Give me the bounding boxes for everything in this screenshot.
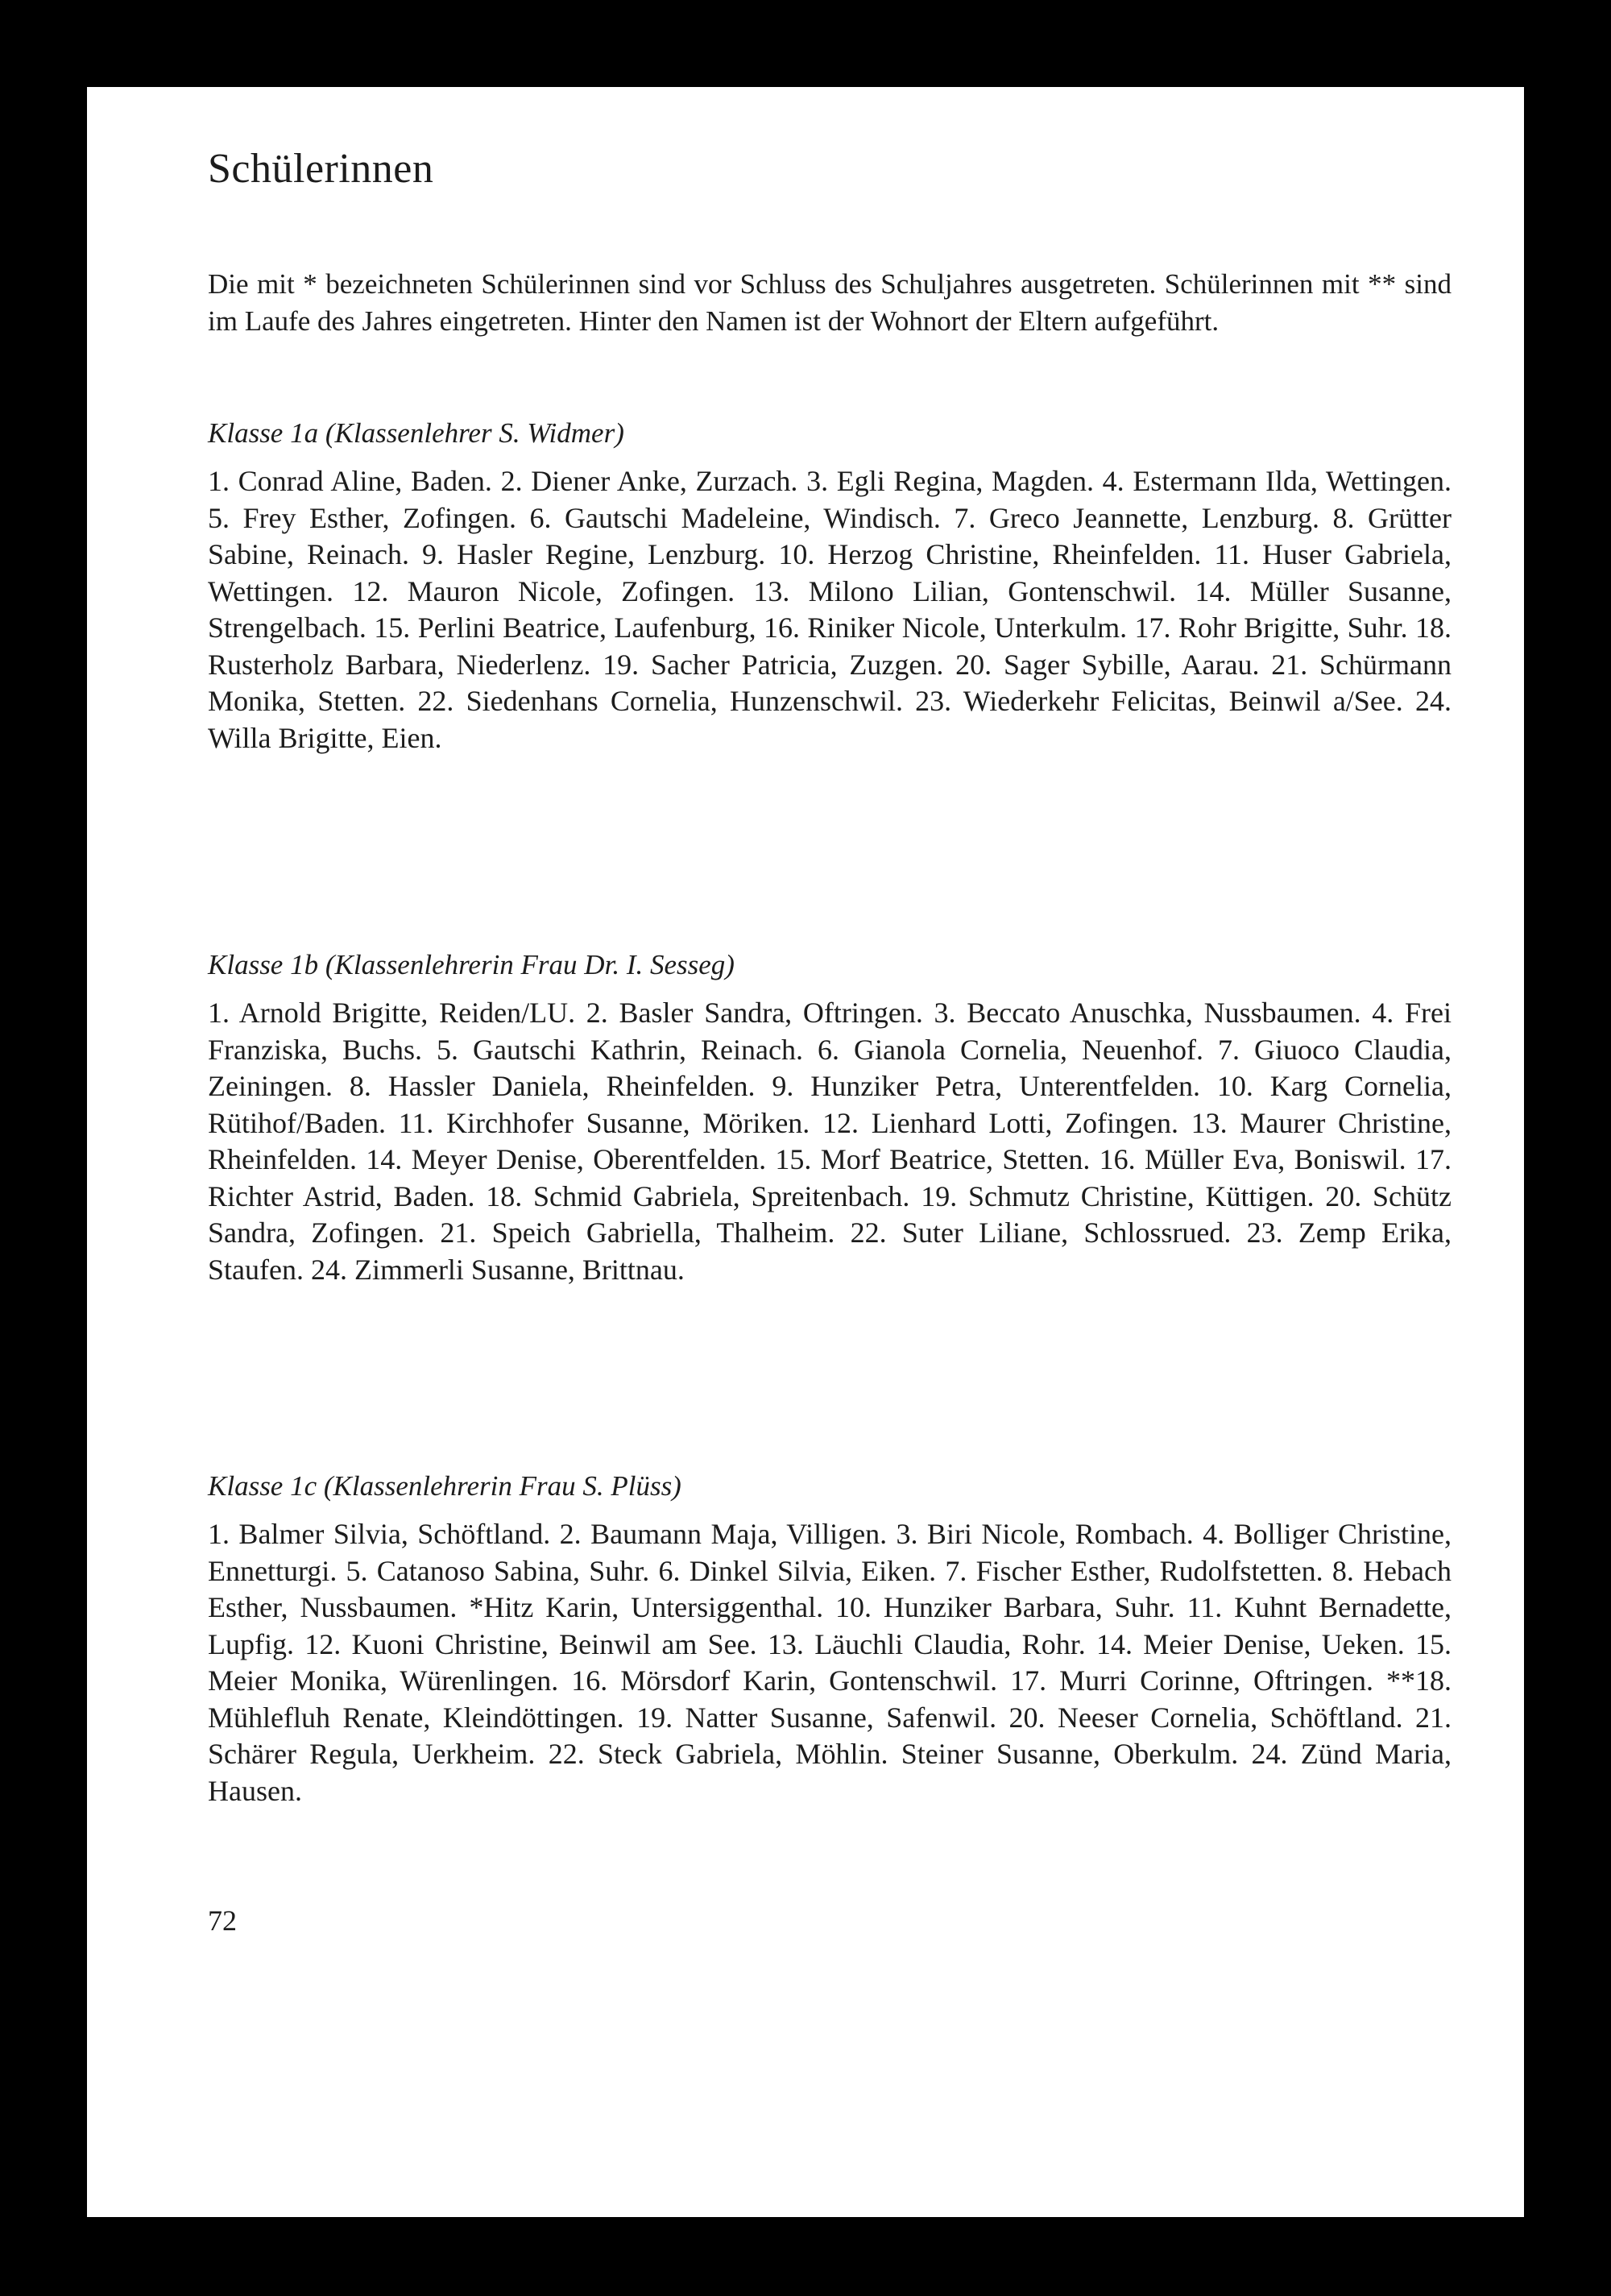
page-title: Schülerinnen (208, 146, 434, 192)
page-number: 72 (208, 1904, 237, 1937)
intro-paragraph: Die mit * bezeichneten Schülerinnen sind vor Schluss des Schuljahres ausgetreten. Schülerinnen mit ** sind im Laufe des Jahres eingetreten. Hinter den Namen ist der Wohnort der Eltern aufgeführt. (208, 268, 1452, 337)
class-1a-heading: Klasse 1a (Klassenlehrer S. Widmer) (208, 417, 624, 449)
class-1c-heading: Klasse 1c (Klassenlehrerin Frau S. Plüss) (208, 1470, 681, 1502)
class-1b-student-list: 1. Arnold Brigitte, Reiden/LU. 2. Basler Sandra, Oftringen. 3. Beccato Anuschka, Nussbaumen. 4. Frei Franziska, Buchs. 5. Gautschi Kathrin, Reinach. 6. Gianola Cornelia, Neuenhof. 7. Giuoco Claudia, Zeiningen. 8. Hassler Daniela, Rheinfelden. 9. Hunziker Petra, Unterentfelden. 10. Karg Cornelia, Rütihof/Baden. 11. Kirchhofer Susanne, Möriken. 12. Lienhard Lotti, Zofingen. 13. Maurer Christine, Rheinfelden. 14. Meyer Denise, Oberentfelden. 15. Morf Beatrice, Stetten. 16. Müller Eva, Boniswil. 17. Richter Astrid, Baden. 18. Schmid Gabriela, Spreitenbach. 19. Schmutz Christine, Küttigen. 20. Schütz Sandra, Zofingen. 21. Speich Gabriella, Thalheim. 22. Suter Liliane, Schlossrued. 23. Zemp Erika, Staufen. 24. Zimmerli Susanne, Brittnau. (208, 997, 1452, 1286)
class-1c-student-list: 1. Balmer Silvia, Schöftland. 2. Baumann Maja, Villigen. 3. Biri Nicole, Rombach. 4. Bolliger Christine, Ennetturgi. 5. Catanoso Sabina, Suhr. 6. Dinkel Silvia, Eiken. 7. Fischer Esther, Rudolfstetten. 8. Hebach Esther, Nussbaumen. *Hitz Karin, Untersiggenthal. 10. Hunziker Barbara, Suhr. 11. Kuhnt Bernadette, Lupfig. 12. Kuoni Christine, Beinwil am See. 13. Läuchli Claudia, Rohr. 14. Meier Denise, Ueken. 15. Meier Monika, Würenlingen. 16. Mörsdorf Karin, Gontenschwil. 17. Murri Corinne, Oftringen. **18. Mühlefluh Renate, Kleindöttingen. 19. Natter Susanne, Safenwil. 20. Neeser Cornelia, Schöftland. 21. Schärer Regula, Uerkheim. 22. Steck Gabriela, Möhlin. Steiner Susanne, Oberkulm. 24. Zünd Maria, Hausen. (208, 1518, 1452, 1807)
class-1b-heading: Klasse 1b (Klassenlehrerin Frau Dr. I. Sesseg) (208, 949, 735, 980)
class-1a-student-list: 1. Conrad Aline, Baden. 2. Diener Anke, Zurzach. 3. Egli Regina, Magden. 4. Estermann Ilda, Wettingen. 5. Frey Esther, Zofingen. 6. Gautschi Madeleine, Windisch. 7. Greco Jeannette, Lenzburg. 8. Grütter Sabine, Reinach. 9. Hasler Regine, Lenzburg. 10. Herzog Christine, Rheinfelden. 11. Huser Gabriela, Wettingen. 12. Mauron Nicole, Zofingen. 13. Milono Lilian, Gontenschwil. 14. Müller Susanne, Strengelbach. 15. Perlini Beatrice, Laufenburg, 16. Riniker Nicole, Unterkulm. 17. Rohr Brigitte, Suhr. 18. Rusterholz Barbara, Niederlenz. 19. Sacher Patricia, Zuzgen. 20. Sager Sybille, Aarau. 21. Schürmann Monika, Stetten. 22. Siedenhans Cornelia, Hunzenschwil. 23. Wiederkehr Felicitas, Beinwil a/See. 24. Willa Brigitte, Eien. (208, 465, 1452, 754)
